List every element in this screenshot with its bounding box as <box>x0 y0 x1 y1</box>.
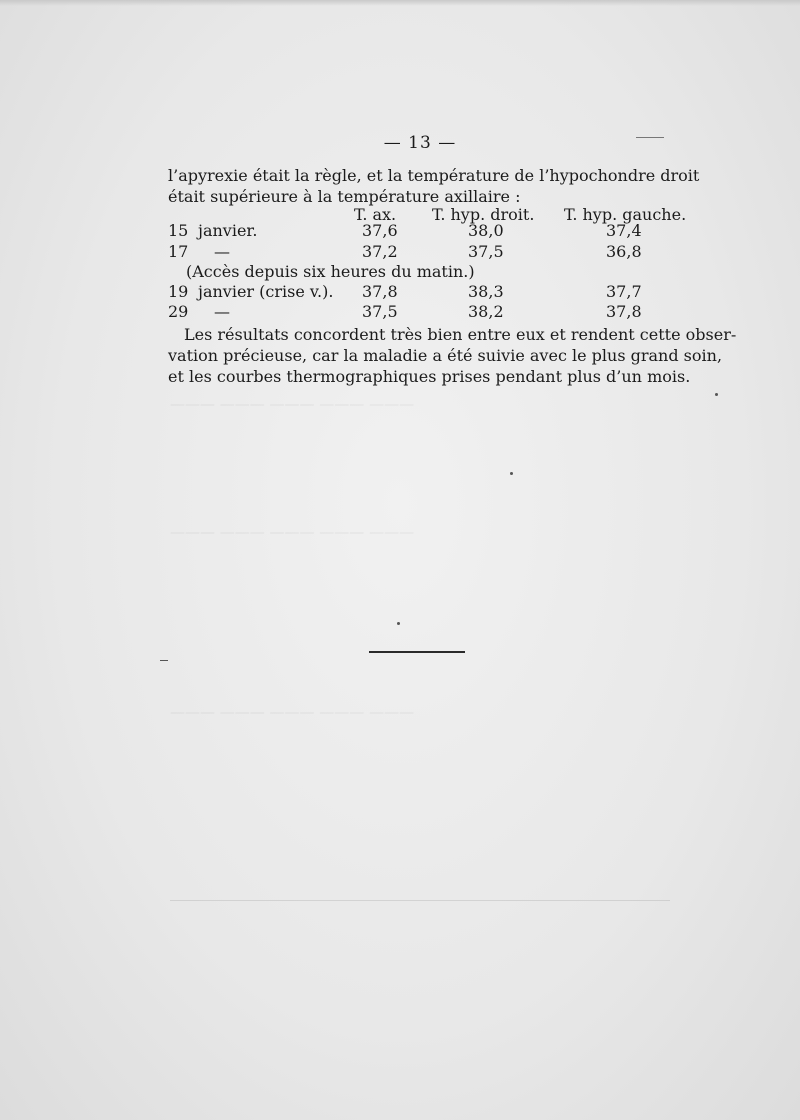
row-date: 19 <box>168 282 189 301</box>
row-t-ax: 37,5 <box>362 302 398 321</box>
ink-speck <box>510 472 513 475</box>
show-through-rule <box>170 900 670 901</box>
row-label: — <box>214 242 230 261</box>
row-label: janvier (crise v.). <box>198 282 334 301</box>
header-t-hyp-droit: T. hyp. droit. <box>432 205 535 224</box>
row-t-hyp-gauche: 37,8 <box>606 302 642 321</box>
header-t-hyp-gauche: T. hyp. gauche. <box>564 205 687 224</box>
row-t-ax: 37,2 <box>362 242 398 261</box>
section-rule <box>369 651 465 653</box>
table-note: (Accès depuis six heures du matin.) <box>186 262 475 281</box>
ink-speck <box>715 393 718 396</box>
table-row <box>168 282 688 302</box>
row-t-ax: 37,6 <box>362 221 398 240</box>
page-top-edge <box>0 0 800 6</box>
paragraph-intro <box>168 165 700 207</box>
row-date: 17 <box>168 242 189 261</box>
row-t-hyp-gauche: 37,7 <box>606 282 642 301</box>
paragraph-line: l’apyrexie était la règle, et la température de l’hypochondre droit <box>168 166 700 185</box>
page-number: — 13 — <box>383 133 457 153</box>
paragraph-line: vation précieuse, car la maladie a été suivie avec le plus grand soin, <box>168 346 723 365</box>
paragraph-line: et les courbes thermographiques prises pendant plus d’un mois. <box>168 367 691 386</box>
ink-speck <box>160 660 168 661</box>
row-t-hyp-droit: 37,5 <box>468 242 504 261</box>
paragraph-conclusion <box>168 324 737 387</box>
ink-speck <box>397 622 400 625</box>
row-date: 29 <box>168 302 189 321</box>
row-t-hyp-gauche: 37,4 <box>606 221 642 240</box>
show-through-text: ——— ——— ——— ——— ——— <box>170 523 415 541</box>
show-through-text: ——— ——— ——— ——— ——— <box>170 395 415 413</box>
row-t-hyp-droit: 38,3 <box>468 282 504 301</box>
paragraph-line: Les résultats concordent très bien entre eux et rendent cette obser- <box>184 325 737 344</box>
header-t-ax: T. ax. <box>354 205 397 224</box>
row-label: janvier. <box>198 221 258 240</box>
row-t-ax: 37,8 <box>362 282 398 301</box>
paragraph-line: était supérieure à la température axillaire : <box>168 187 521 206</box>
row-t-hyp-droit: 38,2 <box>468 302 504 321</box>
table-row <box>168 242 688 262</box>
margin-mark <box>636 137 664 138</box>
row-date: 15 <box>168 221 189 240</box>
row-label: — <box>214 302 230 321</box>
table-row <box>168 221 688 241</box>
row-t-hyp-droit: 38,0 <box>468 221 504 240</box>
show-through-text: ——— ——— ——— ——— ——— <box>170 703 415 721</box>
table-row <box>168 302 688 322</box>
row-t-hyp-gauche: 36,8 <box>606 242 642 261</box>
